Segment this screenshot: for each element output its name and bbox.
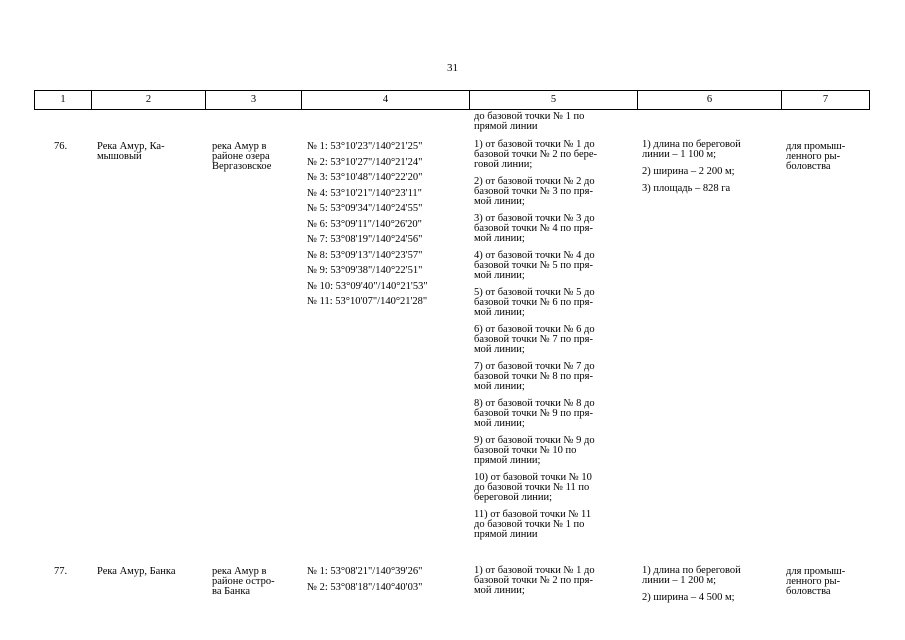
segment-item: 8) от базовой точки № 8 до базовой точки № 9 по пря- мой линии;: [474, 398, 595, 429]
segment-item: 9) от базовой точки № 9 до базовой точки № 10 по прямой линии;: [474, 435, 595, 466]
segment-item: 5) от базовой точки № 5 до базовой точки № 6 по пря- мой линии;: [474, 287, 595, 318]
table-header: [34, 90, 870, 110]
segment-item: 1) от базовой точки № 1 до базовой точки № 2 по пря- мой линии;: [474, 565, 595, 596]
segment-item: 3) от базовой точки № 3 до базовой точки № 4 по пря- мой линии;: [474, 213, 595, 244]
coordinate-item: № 8: 53°09'13"/140°23'57": [307, 249, 423, 261]
coordinates-list: [307, 139, 428, 310]
column-header-7: 7: [822, 94, 829, 105]
coordinate-item: № 1: 53°10'23"/140°21'25": [307, 141, 423, 152]
coordinate-item: № 4: 53°10'21"/140°23'11": [307, 187, 422, 199]
segment-item: 11) от базовой точки № 11 до базовой точки № 1 по прямой линии: [474, 509, 592, 540]
coordinate-item: № 10: 53°09'40"/140°21'53": [307, 280, 428, 292]
segment-item: 10) от базовой точки № 10 до базовой точки № 11 по береговой линии;: [474, 472, 592, 503]
segment-item: 1) от базовой точки № 1 до базовой точки № 2 по бере- говой линии;: [474, 139, 598, 170]
area-location: река Амур в районе остро- ва Банка: [212, 566, 275, 597]
dimension-item: 2) ширина – 2 200 м;: [642, 166, 735, 177]
column-header-2: 2: [92, 91, 206, 109]
dimensions-list: [642, 566, 741, 603]
boundary-segments: [474, 140, 597, 540]
coordinate-item: № 1: 53°08'21"/140°39'26": [307, 566, 423, 577]
continuation-text: до базовой точки № 1 по прямой линии: [474, 111, 585, 132]
segment-item: 6) от базовой точки № 6 до базовой точки № 7 по пря- мой линии;: [474, 324, 595, 355]
area-purpose: для промыш- ленного ры- боловства: [786, 566, 846, 597]
coordinate-item: № 11: 53°10'07"/140°21'28": [307, 296, 428, 307]
dimension-item: 1) длина по береговой линии – 1 100 м;: [642, 139, 741, 160]
column-header-1: 1: [35, 91, 92, 109]
area-location: река Амур в районе озера Вергазовское: [212, 141, 272, 172]
column-header-3: 3: [206, 91, 302, 109]
segment-item: 7) от базовой точки № 7 до базовой точки № 8 по пря- мой линии;: [474, 361, 595, 392]
row-number: 77.: [54, 566, 68, 577]
segment-item: 4) от базовой точки № 4 до базовой точки № 5 по пря- мой линии;: [474, 250, 595, 281]
coordinates-list: [307, 564, 422, 595]
coordinate-item: № 6: 53°09'11"/140°26'20": [307, 218, 422, 230]
boundary-segments: [474, 566, 595, 596]
coordinate-item: № 2: 53°08'18"/140°40'03": [307, 581, 423, 593]
area-purpose: для промыш- ленного ры- боловства: [786, 141, 846, 172]
coordinate-item: № 5: 53°09'34"/140°24'55": [307, 203, 423, 214]
coordinate-item: № 9: 53°09'38"/140°22'51": [307, 265, 423, 276]
dimension-item: 1) длина по береговой линии – 1 200 м;: [642, 565, 741, 586]
page-number: 31: [447, 62, 458, 74]
dimension-item: 2) ширина – 4 500 м;: [642, 592, 735, 603]
segment-item: 2) от базовой точки № 2 до базовой точки № 3 по пря- мой линии;: [474, 176, 595, 207]
coordinate-item: № 7: 53°08'19"/140°24'56": [307, 234, 423, 245]
area-name: Река Амур, Ка- мышовый: [97, 141, 165, 162]
area-name: Река Амур, Банка: [97, 566, 176, 577]
column-header-5: 5: [470, 91, 638, 109]
row-number: 76.: [54, 141, 68, 152]
dimensions-list: [642, 140, 741, 194]
dimension-item: 3) площадь – 828 га: [642, 183, 731, 194]
column-header-6: 6: [638, 91, 782, 109]
column-header-4: 4: [302, 91, 470, 109]
coordinate-item: № 3: 53°10'48"/140°22'20": [307, 172, 423, 183]
coordinate-item: № 2: 53°10'27"/140°21'24": [307, 156, 423, 168]
